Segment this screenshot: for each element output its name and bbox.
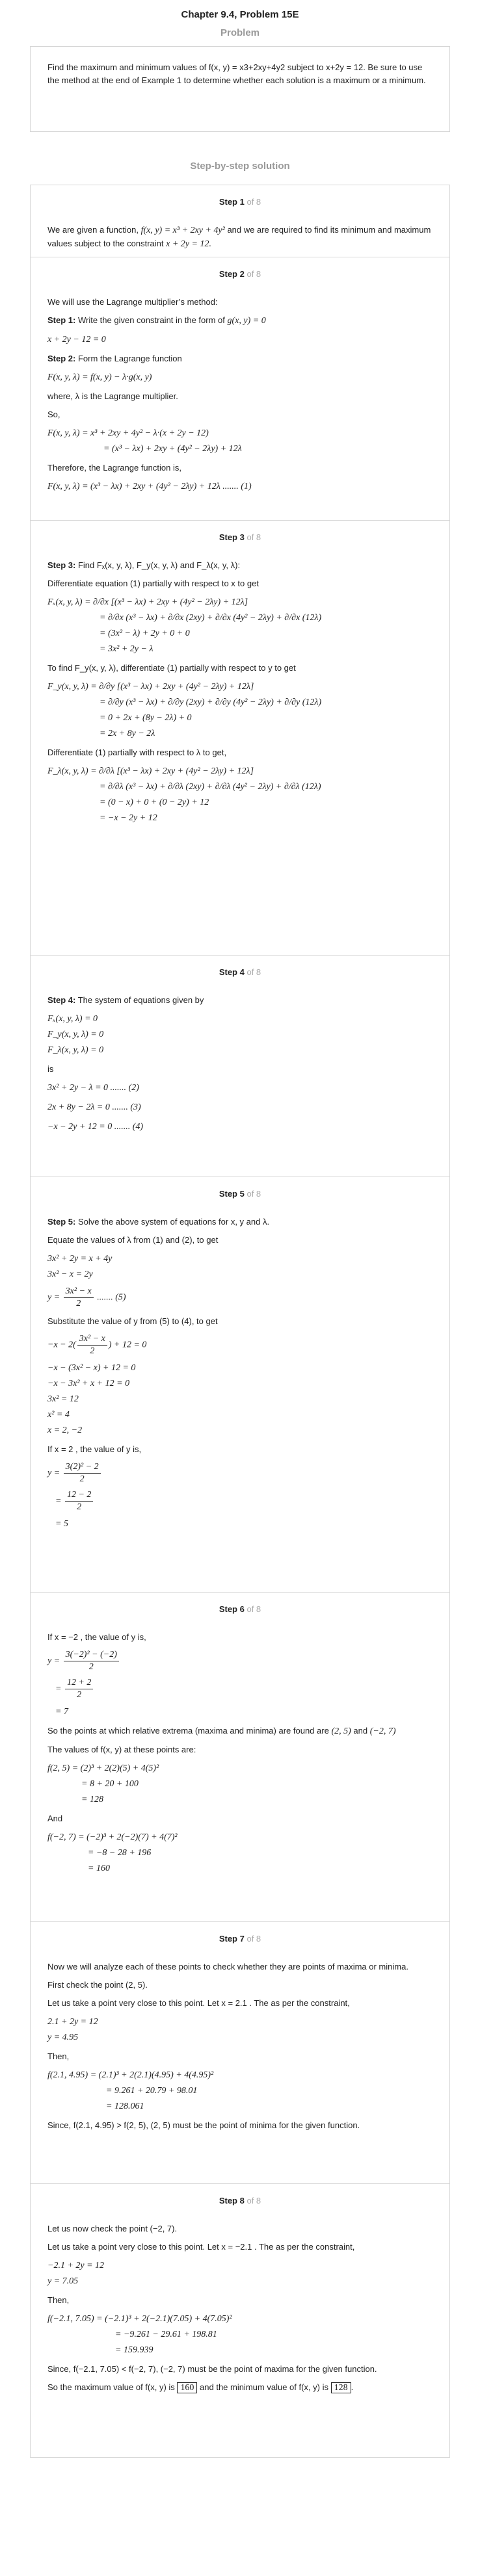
step-text: Equate the values of λ from (1) and (2), to get bbox=[47, 1235, 219, 1245]
step-text: Let us take a point very close to this point. Let x = −2.1 . The as per the constraint, bbox=[47, 2242, 355, 2252]
equation: y = 4.95 bbox=[47, 2033, 79, 2042]
step-text: Since, f(2.1, 4.95) > f(2, 5), (2, 5) must be the point of minima for the given function. bbox=[47, 2120, 360, 2130]
step-text: Step 5: Solve the above system of equations for x, y and λ. bbox=[47, 1217, 270, 1227]
step-text: The values of f(x, y) at these points are: bbox=[47, 1745, 196, 1754]
equation: 3x² = 12 bbox=[47, 1394, 79, 1404]
step-text: If x = 2 , the value of y is, bbox=[47, 1444, 142, 1454]
equation: 3x² + 2y = x + 4y bbox=[47, 1254, 113, 1264]
equation: F(x, y, λ) = x³ + 2xy + 4y² − λ·(x + 2y − 12) bbox=[47, 428, 209, 438]
equation: −x − 3x² + x + 12 = 0 bbox=[47, 1379, 130, 1388]
equation: = −8 − 28 + 196 bbox=[88, 1848, 152, 1858]
step-1 bbox=[31, 185, 449, 257]
equation: F_λ(x, y, λ) = ∂/∂λ [(x³ − λx) + 2xy + (4y² − 2λy) + 12λ] bbox=[47, 766, 254, 776]
step-text: So, bbox=[47, 410, 60, 419]
step-header: Step 7 of 8 bbox=[219, 1934, 261, 1944]
step-text: Substitute the value of y from (5) to (4), to get bbox=[47, 1316, 218, 1326]
equation: = ∂/∂y (x³ − λx) + ∂/∂y (2xy) + ∂/∂y (4y² − 2λy) + ∂/∂y (12λ) bbox=[100, 697, 322, 707]
equation: F_y(x, y, λ) = ∂/∂y [(x³ − λx) + 2xy + (4y² − 2λy) + 12λ] bbox=[47, 682, 254, 692]
equation: y = $\frac{\text{3x² − x}}{2}$ ....... (5) bbox=[47, 1286, 126, 1308]
step-header: Step 3 of 8 bbox=[219, 532, 261, 542]
step-text: Therefore, the Lagrange function is, bbox=[47, 463, 181, 473]
final-answer: So the maximum value of f(x, y) is 160 and the minimum value of f(x, y) is 128 . bbox=[47, 2382, 354, 2393]
equation: 2.1 + 2y = 12 bbox=[47, 2017, 98, 2027]
equation: y = 7.05 bbox=[47, 2276, 79, 2286]
step-text: We will use the Lagrange multiplier’s method: bbox=[47, 297, 218, 307]
step-text: Step 1: Write the given constraint in the form of g(x, y) = 0 bbox=[47, 315, 266, 326]
solution-page bbox=[0, 9, 480, 2458]
step-text: Step 3: Find Fₓ(x, y, λ), F_y(x, y, λ) and F_λ(x, y, λ): bbox=[47, 560, 241, 570]
equation: Fₓ(x, y, λ) = 0 bbox=[47, 1014, 98, 1024]
max-value-box: 160 bbox=[177, 2382, 197, 2393]
equation: F_y(x, y, λ) = 0 bbox=[47, 1030, 104, 1039]
step-text: Step 2: Form the Lagrange function bbox=[47, 354, 182, 363]
equation: = 5 bbox=[55, 1519, 68, 1529]
equation: = 7 bbox=[55, 1707, 68, 1717]
equation: = −x − 2y + 12 bbox=[100, 813, 157, 823]
equation: = ∂/∂x (x³ − λx) + ∂/∂x (2xy) + ∂/∂x (4y² − 2λy) + ∂/∂x (12λ) bbox=[100, 613, 322, 623]
equation: 3x² − x = 2y bbox=[47, 1269, 93, 1279]
step-header: Step 1 of 8 bbox=[219, 197, 261, 207]
step-header: Step 4 of 8 bbox=[219, 967, 261, 977]
equation: x + 2y − 12 = 0 bbox=[47, 335, 106, 345]
equation: = 159.939 bbox=[115, 2345, 153, 2355]
equation: = 160 bbox=[88, 1864, 110, 1873]
problem-box bbox=[30, 46, 450, 132]
equation: x = 2, −2 bbox=[47, 1425, 83, 1435]
equation: F(x, y, λ) = f(x, y) − λ·g(x, y) bbox=[47, 372, 152, 382]
step-text: Differentiate equation (1) partially with respect to x to get bbox=[47, 579, 259, 588]
equation: = 0 + 2x + (8y − 2λ) + 0 bbox=[100, 713, 192, 723]
problem-heading: Problem bbox=[220, 27, 260, 38]
equation: f(−2, 7) = (−2)³ + 2(−2)(7) + 4(7)² bbox=[47, 1832, 178, 1842]
chapter-title: Chapter 9.4, Problem 15E bbox=[181, 9, 299, 20]
min-value-box: 128 bbox=[331, 2382, 351, 2393]
equation: Fₓ(x, y, λ) = ∂/∂x [(x³ − λx) + 2xy + (4y² − 2λy) + 12λ] bbox=[47, 597, 248, 607]
equation: = 128 bbox=[81, 1795, 103, 1804]
equation: = 9.261 + 20.79 + 98.01 bbox=[106, 2086, 198, 2096]
step-6 bbox=[31, 1593, 449, 1921]
step-2 bbox=[31, 257, 449, 520]
step-text: Let us now check the point (−2, 7). bbox=[47, 2224, 178, 2233]
step-header: Step 8 of 8 bbox=[219, 2196, 261, 2205]
step-header: Step 6 of 8 bbox=[219, 1604, 261, 1614]
equation: x² = 4 bbox=[47, 1410, 70, 1420]
step-text: Then, bbox=[47, 2295, 70, 2305]
equation: = $\frac{12 + 2}{2}$ bbox=[47, 1677, 433, 1701]
equation: = 2x + 8y − 2λ bbox=[100, 729, 155, 738]
equation: 2x + 8y − 2λ = 0 ....... (3) bbox=[47, 1102, 141, 1112]
equation: = ∂/∂λ (x³ − λx) + ∂/∂λ (2xy) + ∂/∂λ (4y² − 2λy) + ∂/∂λ (12λ) bbox=[100, 782, 321, 792]
equation: 3x² + 2y − λ = 0 ....... (2) bbox=[47, 1083, 139, 1093]
equation: f(−2.1, 7.05) = (−2.1)³ + 2(−2.1)(7.05) + 4(7.05)² bbox=[47, 2314, 232, 2324]
step-5 bbox=[31, 1177, 449, 1592]
equation: = (3x² − λ) + 2y + 0 + 0 bbox=[100, 629, 190, 638]
step-text: So the points at which relative extrema (maxima and minima) are found are (2, 5) and (−2, 7) bbox=[47, 1726, 396, 1736]
equation: = (x³ − λx) + 2xy + (4y² − 2λy) + 12λ bbox=[103, 444, 242, 454]
step-text: Let us take a point very close to this point. Let x = 2.1 . The as per the constraint, bbox=[47, 1998, 350, 2008]
step-text: To find F_y(x, y, λ), differentiate (1) partially with respect to y to get bbox=[47, 663, 296, 673]
step-4 bbox=[31, 956, 449, 1177]
problem-text: Find the maximum and minimum values of f(x, y) = x3+2xy+4y2 subject to x+2y = 12. Be sure to use the method at the end of Example 1 to determine whether each solution is a maximum or a minimum. bbox=[47, 62, 426, 85]
step-text: We are given a function, f(x, y) = x³ + 2xy + 4y² and we are required to find its minimum and maximum values subject to the constraint x + 2y = 12. bbox=[47, 225, 431, 249]
step-text: where, λ is the Lagrange multiplier. bbox=[47, 391, 178, 401]
equation: y = $\frac{\text{3(−2)² − (−2)}}{2}$ bbox=[47, 1649, 433, 1673]
equation: = (0 − x) + 0 + (0 − 2y) + 12 bbox=[100, 798, 209, 807]
equation: = 128.061 bbox=[106, 2101, 144, 2111]
step-7 bbox=[31, 1922, 449, 2183]
step-text: Then, bbox=[47, 2051, 70, 2061]
step-8 bbox=[31, 2184, 449, 2457]
equation: F_λ(x, y, λ) = 0 bbox=[47, 1045, 104, 1055]
step-text: Step 4: The system of equations given by bbox=[47, 995, 204, 1005]
step-by-step-title: Step-by-step solution bbox=[190, 161, 290, 172]
equation: −x − 2y + 12 = 0 ....... (4) bbox=[47, 1122, 144, 1132]
equation: = 8 + 20 + 100 bbox=[81, 1779, 139, 1789]
step-text: First check the point (2, 5). bbox=[47, 1980, 148, 1990]
equation: y = $\frac{\text{3(2)² − 2}}{2}$ bbox=[47, 1461, 433, 1485]
equation: = $\frac{12 - 2}{2}$ bbox=[47, 1489, 433, 1513]
equation: = 3x² + 2y − λ bbox=[100, 644, 153, 654]
step-3 bbox=[31, 521, 449, 955]
equation: −2.1 + 2y = 12 bbox=[47, 2261, 105, 2270]
equation: −x − (3x² − x) + 12 = 0 bbox=[47, 1363, 136, 1373]
step-text: Now we will analyze each of these points to check whether they are points of maxima or minima. bbox=[47, 1962, 408, 1971]
step-header: Step 5 of 8 bbox=[219, 1189, 261, 1199]
step-text: Since, f(−2.1, 7.05) < f(−2, 7), (−2, 7) must be the point of maxima for the given function. bbox=[47, 2364, 377, 2374]
equation: = −9.261 − 29.61 + 198.81 bbox=[115, 2330, 217, 2339]
step-text: Differentiate (1) partially with respect to λ to get, bbox=[47, 748, 227, 757]
step-text: If x = −2 , the value of y is, bbox=[47, 1632, 146, 1642]
equation: −x − 2( $\frac{\text{3x² − x}}{2}$ ) + 12 = 0 bbox=[47, 1334, 147, 1356]
steps-container bbox=[30, 185, 450, 2458]
equation: f(2, 5) = (2)³ + 2(2)(5) + 4(5)² bbox=[47, 1763, 159, 1773]
step-header: Step 2 of 8 bbox=[219, 269, 261, 279]
equation: F(x, y, λ) = (x³ − λx) + 2xy + (4y² − 2λy) + 12λ ....... (1) bbox=[47, 482, 252, 491]
step-text: is bbox=[47, 1064, 54, 1074]
equation: f(2.1, 4.95) = (2.1)³ + 2(2.1)(4.95) + 4(4.95)² bbox=[47, 2070, 214, 2080]
step-text: And bbox=[47, 1814, 63, 1823]
